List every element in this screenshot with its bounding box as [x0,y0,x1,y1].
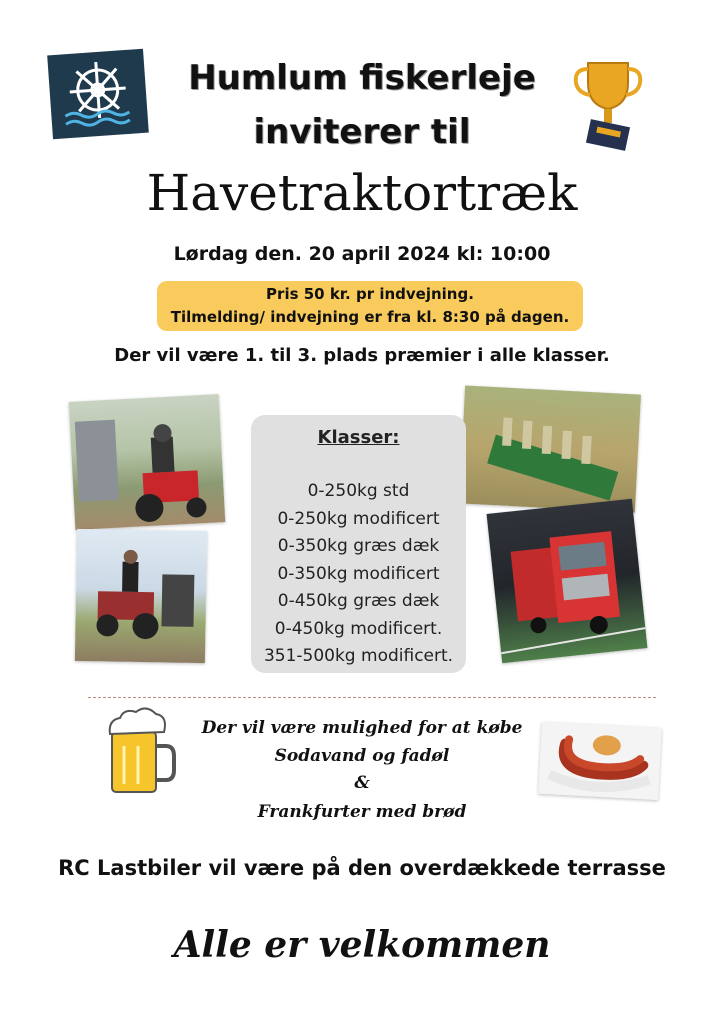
welcome-line: Alle er velkommen [173,924,551,966]
class-item: 0-450kg græs dæk [277,591,440,611]
class-item: 0-250kg modificert [277,508,440,529]
class-item: 0-350kg modificert [277,563,440,584]
photo-rc-truck [487,499,648,663]
photo-sausage [538,722,662,800]
price-line-1: Pris 50 kr. pr indvejning. [266,285,474,303]
food-line-1: Der vil være mulighed for at købe [201,718,523,738]
photo-garden-tractor-1 [69,394,225,530]
food-line-4: Frankfurter med brød [257,802,467,822]
title-line-1: Humlum fiskerleje [188,58,536,98]
divider [88,697,656,698]
food-line-2: Sodavand og fadøl [274,746,450,766]
photo-garden-tractor-2 [75,529,207,663]
rc-trucks-line: RC Lastbiler vil være på den overdækkede terrasse [58,856,666,880]
food-line-3: & [354,773,370,793]
date-line: Lørdag den. 20 april 2024 kl: 10:00 [173,243,551,265]
main-title: Havetraktortræk [146,164,578,222]
classes-box [251,415,466,673]
class-item: 0-250kg std [307,481,410,501]
class-item: 0-350kg græs dæk [277,536,440,556]
class-item: 351-500kg modificert. [263,646,454,666]
photo-trophies [459,385,641,512]
classes-list [251,478,466,671]
title-line-2: inviterer til [253,112,471,152]
prizes-line: Der vil være 1. til 3. plads præmier i alle klasser. [114,345,610,366]
classes-heading: Klasser: [317,427,400,448]
class-item: 0-450kg modificert. [274,618,443,639]
price-box [157,281,583,331]
price-line-2: Tilmelding/ indvejning er fra kl. 8:30 på dagen. [170,308,570,326]
